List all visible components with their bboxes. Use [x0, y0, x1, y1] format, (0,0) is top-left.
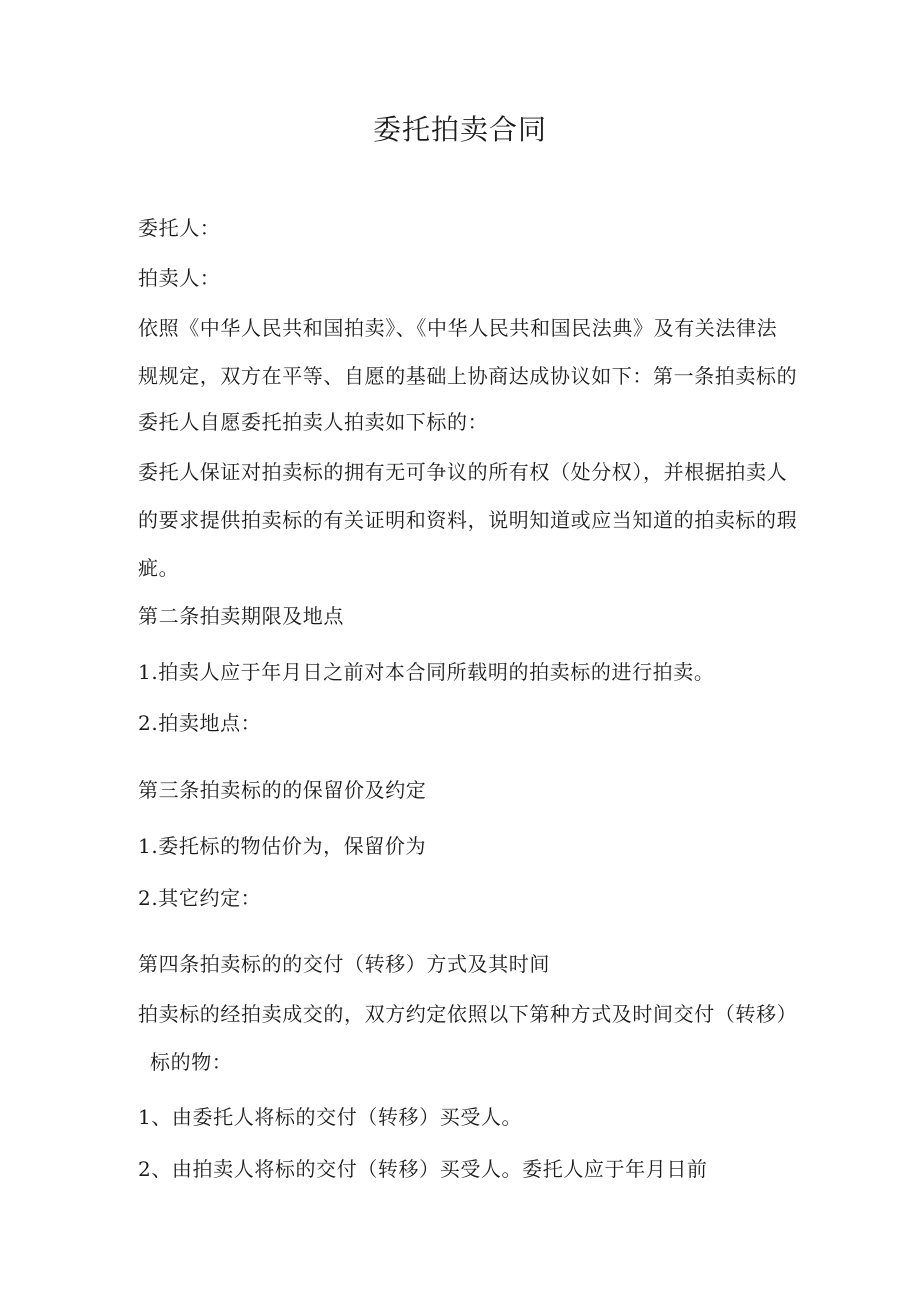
- article-3-heading: 第三条拍卖标的的保留价及约定: [138, 778, 427, 802]
- warranty-line-3: 疵。: [138, 556, 180, 580]
- article-2-item-1: 1.拍卖人应于年月日之前对本合同所载明的拍卖标的进行拍卖。: [138, 660, 715, 684]
- article-3-item-2: 2.其它约定：: [138, 886, 262, 910]
- article-4-body-line-2: 标的物：: [150, 1050, 233, 1074]
- document-title: 委托拍卖合同: [372, 113, 547, 146]
- warranty-line-2: 的要求提供拍卖标的有关证明和资料，说明知道或应当知道的拍卖标的瑕: [138, 508, 798, 532]
- preamble-line-3: 委托人自愿委托拍卖人拍卖如下标的：: [138, 410, 489, 434]
- article-4-option-1: 1、由委托人将标的交付（转移）买受人。: [138, 1105, 523, 1129]
- article-3-item-1: 1.委托标的物估价为，保留价为: [138, 834, 427, 858]
- article-2-item-2: 2.拍卖地点：: [138, 711, 262, 735]
- article-4-body-line-1: 拍卖标的经拍卖成交的，双方约定依照以下第种方式及时间交付（转移）: [138, 1002, 798, 1026]
- article-4-heading: 第四条拍卖标的的交付（转移）方式及其时间: [138, 952, 550, 976]
- preamble-line-2: 规规定，双方在平等、自愿的基础上协商达成协议如下：第一条拍卖标的: [138, 364, 798, 388]
- principal-line: 委托人：: [138, 216, 221, 240]
- article-4-option-2: 2、由拍卖人将标的交付（转移）买受人。委托人应于年月日前: [138, 1157, 708, 1181]
- auctioneer-line: 拍卖人：: [138, 266, 221, 290]
- preamble-line-1: 依照《中华人民共和国拍卖》、《中华人民共和国民法典》及有关法律法: [138, 316, 778, 340]
- warranty-line-1: 委托人保证对拍卖标的拥有无可争议的所有权（处分权），并根据拍卖人: [138, 460, 788, 484]
- article-2-heading: 第二条拍卖期限及地点: [138, 604, 344, 628]
